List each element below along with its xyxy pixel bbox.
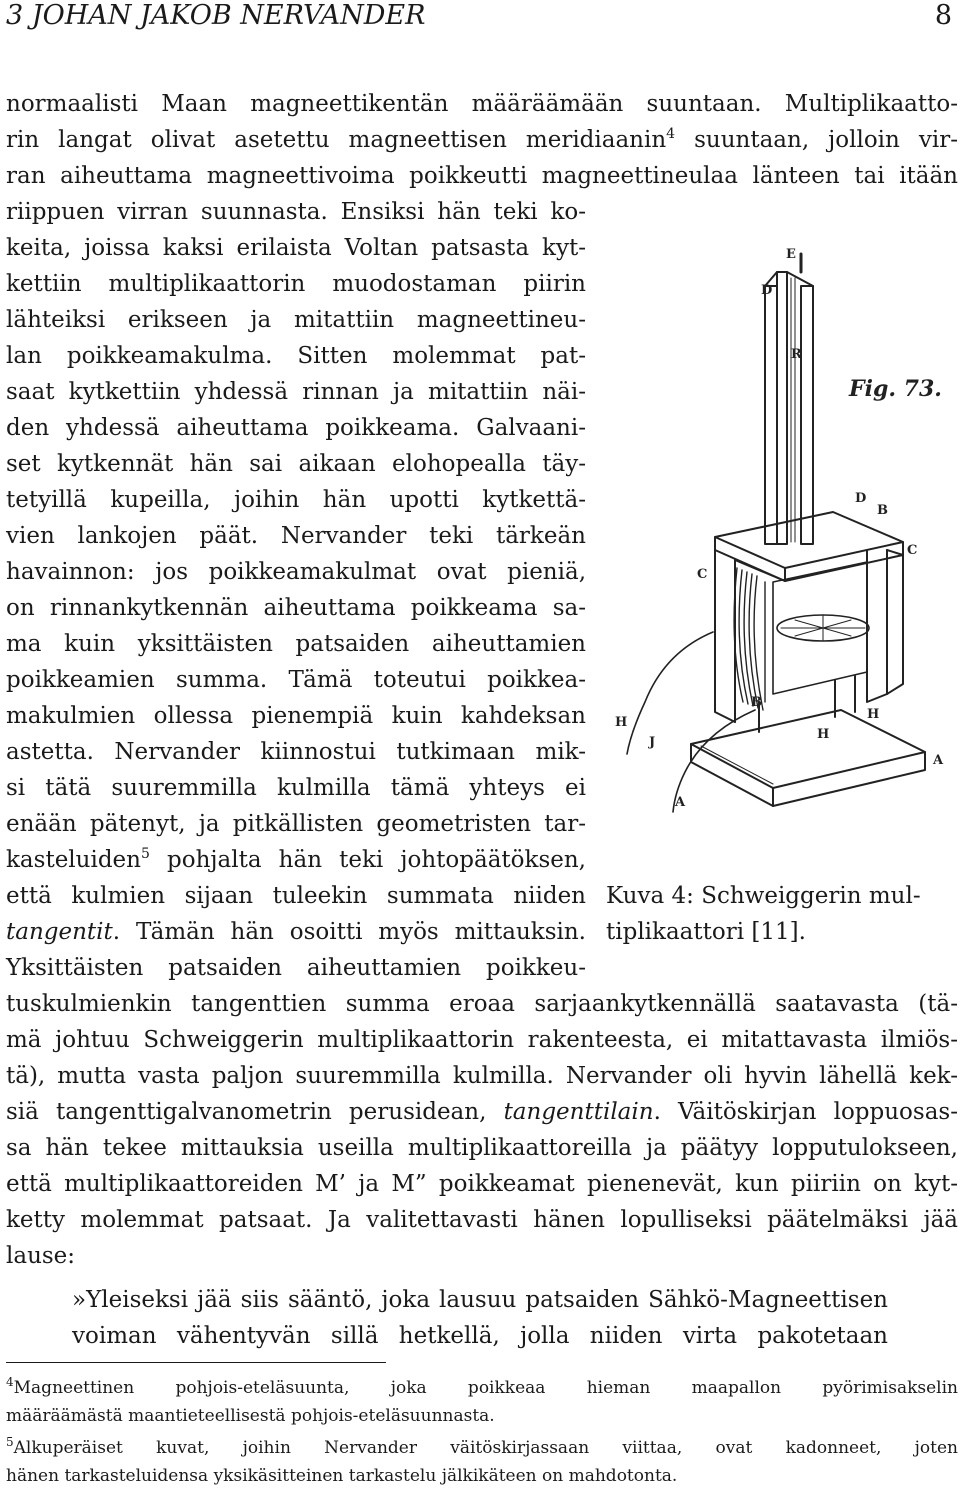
emphasis-tangenttilain: tangenttilain (503, 1099, 654, 1125)
body-line: ketty molemmat patsaat. Ja valitettavasti hänen lopulliseksi päätelmäksi jää (6, 1207, 958, 1233)
body-line: rin langat olivat asetettu magneettisen meridiaanin$^4$ suuntaan, jolloin vir- (6, 126, 958, 153)
figure-label: A (933, 753, 944, 768)
footnote-number: 4 (6, 1375, 14, 1389)
figure-label: E (786, 247, 796, 262)
body-line: si tätä suuremmilla kulmilla tämä yhteys ei (6, 775, 586, 801)
footnote-rule (6, 1362, 386, 1363)
figure-label: A (675, 795, 686, 810)
quote-line: voiman vähentyvän sillä hetkellä, jolla niiden virta pakotetaan (72, 1323, 888, 1349)
body-line: mä johtuu Schweiggerin multiplikaattorin rakenteesta, ei mitattavasta ilmiös- (6, 1027, 958, 1053)
figure-multiplier-drawing (605, 232, 957, 840)
body-line: ran aiheuttama magneettivoima poikkeutti magneettineulaa länteen tai itään (6, 163, 958, 189)
body-line: lähteiksi erikseen ja mitattiin magneettineu- (6, 307, 586, 333)
body-line: lan poikkeamakulma. Sitten molemmat pat- (6, 343, 586, 369)
figure-caption-line: Kuva 4: Schweiggerin mul- (606, 883, 921, 909)
body-line: havainnon: jos poikkeamakulmat ovat pieniä, (6, 559, 586, 585)
footnote-5: $^5$Alkuperäiset kuvat, joihin Nervander väitöskirjassaan viittaa, ovat kadonneet, joten (6, 1435, 958, 1458)
footnote-line: määräämästä maantieteellisestä pohjois-eteläsuunnasta. (6, 1406, 495, 1426)
figure-number-label: Fig. 73. (849, 376, 942, 402)
quote-line: »Yleiseksi jää siis sääntö, joka lausuu patsaiden Sähkö-Magneettisen (72, 1287, 888, 1313)
figure-label: B (751, 695, 762, 710)
body-line: siä tangenttigalvanometrin perusidean, tangenttilain. Väitöskirjan loppuosas- (6, 1099, 958, 1125)
body-line: on rinnankytkennän aiheuttama poikkeama sa- (6, 595, 586, 621)
figure-label: H (615, 715, 628, 730)
body-line: että multiplikaattoreiden M’ ja M” poikkeamat pienenevät, kun piiriin on kyt- (6, 1171, 958, 1197)
body-line: että kulmien sijaan tuleekin summata niiden (6, 883, 586, 909)
body-line: poikkeamien summa. Tämä toteutui poikkea- (6, 667, 586, 693)
body-line: kasteluiden$^5$ pohjalta hän teki johtopäätöksen, (6, 846, 586, 873)
body-line: tetyillä kupeilla, joihin hän upotti kytkettä- (6, 487, 586, 513)
body-line: den yhdessä aiheuttama poikkeama. Galvaani- (6, 415, 586, 441)
body-line: vien lankojen päät. Nervander teki tärkeän (6, 523, 586, 549)
figure-label: R (791, 347, 802, 362)
figure-label: D (761, 283, 773, 298)
body-line: Yksittäisten patsaiden aiheuttamien poikkeu- (6, 955, 586, 981)
footnote-mark-5: 5 (140, 846, 150, 862)
figure-label: C (697, 567, 708, 582)
body-line: lause: (6, 1243, 76, 1269)
figure-label: J (649, 735, 656, 750)
figure-label: H (817, 727, 830, 742)
body-line: normaalisti Maan magneettikentän määräämään suuntaan. Multiplikaatto- (6, 91, 958, 117)
figure-label: B (877, 503, 888, 518)
page-number: 8 (934, 0, 952, 31)
body-line: set kytkennät hän sai aikaan elohopealla täy- (6, 451, 586, 477)
body-line: tä), mutta vasta paljon suuremmilla kulmilla. Nervander oli hyvin lähellä kek- (6, 1063, 958, 1089)
footnote-line: hänen tarkasteluidensa yksikäsitteinen tarkastelu jälkikäteen on mahdotonta. (6, 1466, 678, 1486)
body-line: riippuen virran suunnasta. Ensiksi hän teki ko- (6, 199, 586, 225)
emphasis-tangentit: tangentit (6, 919, 113, 945)
body-line: kettiin multiplikaattorin muodostaman piirin (6, 271, 586, 297)
body-line: ma kuin yksittäisten patsaiden aiheuttamien (6, 631, 586, 657)
footnote-number: 5 (6, 1435, 14, 1449)
figure-caption-line: tiplikaattori [11]. (606, 919, 806, 945)
footnote-4: $^4$Magneettinen pohjois-eteläsuunta, joka poikkeaa hieman maapallon pyörimisakselin (6, 1375, 958, 1398)
figure-label: D (855, 491, 867, 506)
body-line: astetta. Nervander kiinnostui tutkimaan mik- (6, 739, 586, 765)
body-line: saat kytkettiin yhdessä rinnan ja mitattiin näi- (6, 379, 586, 405)
figure-label: C (907, 543, 918, 558)
body-line: sa hän tekee mittauksia useilla multiplikaattoreilla ja päätyy lopputulokseen, (6, 1135, 958, 1161)
body-line: enään pätenyt, ja pitkällisten geometristen tar- (6, 811, 586, 837)
body-line: tuskulmienkin tangenttien summa eroaa sarjaankytkennällä saatavasta (tä- (6, 991, 958, 1017)
body-line: makulmien ollessa pienempiä kuin kahdeksan (6, 703, 586, 729)
chapter-heading: 3 JOHAN JAKOB NERVANDER (6, 0, 426, 31)
body-line: keita, joissa kaksi erilaista Voltan patsasta kyt- (6, 235, 586, 261)
figure-label: H (867, 707, 880, 722)
running-header (6, 0, 956, 36)
body-line: tangentit. Tämän hän osoitti myös mittauksin. (6, 919, 586, 945)
multiplier-illustration (605, 232, 957, 840)
footnote-mark-4: 4 (666, 126, 676, 142)
